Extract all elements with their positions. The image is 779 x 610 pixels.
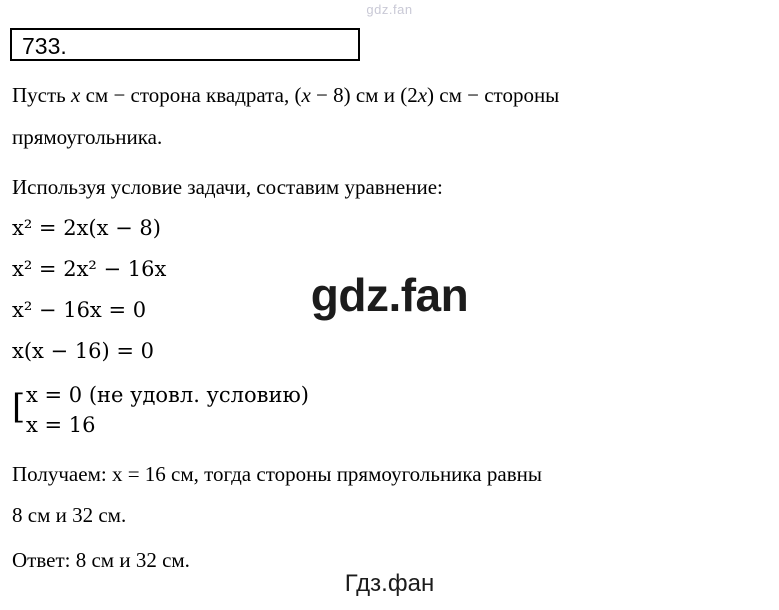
watermark-top: gdz.fan (366, 2, 413, 17)
task-number: 733. (22, 33, 67, 59)
task-number-box (10, 28, 360, 61)
equation-4: x(x − 16) = 0 (12, 339, 155, 363)
result-line-2: 8 см и 32 см. (12, 503, 127, 527)
watermark-bottom: Гдз.фан (344, 570, 435, 597)
intro-line-2: прямоугольника. (12, 125, 163, 149)
condition-line: Используя условие задачи, составим уравнение: (12, 175, 443, 199)
system-bracket-icon: [ (12, 387, 26, 427)
result-line-1: Получаем: x = 16 см, тогда стороны прямоугольника равны (12, 462, 542, 486)
system-row-2: x = 16 (26, 413, 96, 437)
equation-2: x² = 2x² − 16x (12, 257, 167, 281)
answer-line: Ответ: 8 см и 32 см. (12, 548, 190, 572)
system-row-1: x = 0 (не удовл. условию) (26, 383, 309, 407)
intro-paragraph (12, 74, 772, 158)
watermark-center: gdz.fan (310, 269, 469, 321)
equation-system (12, 380, 772, 440)
intro-text-2: см − сторона квадрата, ( (80, 83, 302, 107)
result-block (12, 454, 772, 536)
equation-1: x² = 2x(x − 8) (12, 216, 161, 240)
intro-var-1: x (71, 83, 81, 107)
solution-body (12, 74, 772, 573)
intro-var-3: x (417, 83, 428, 107)
intro-text-1: Пусть (12, 83, 71, 107)
intro-text-4: ) см − стороны (427, 83, 560, 107)
intro-var-2: x (301, 83, 311, 107)
intro-text-3: − 8) см и (2 (310, 83, 418, 107)
equation-3: x² − 16x = 0 (12, 298, 147, 322)
